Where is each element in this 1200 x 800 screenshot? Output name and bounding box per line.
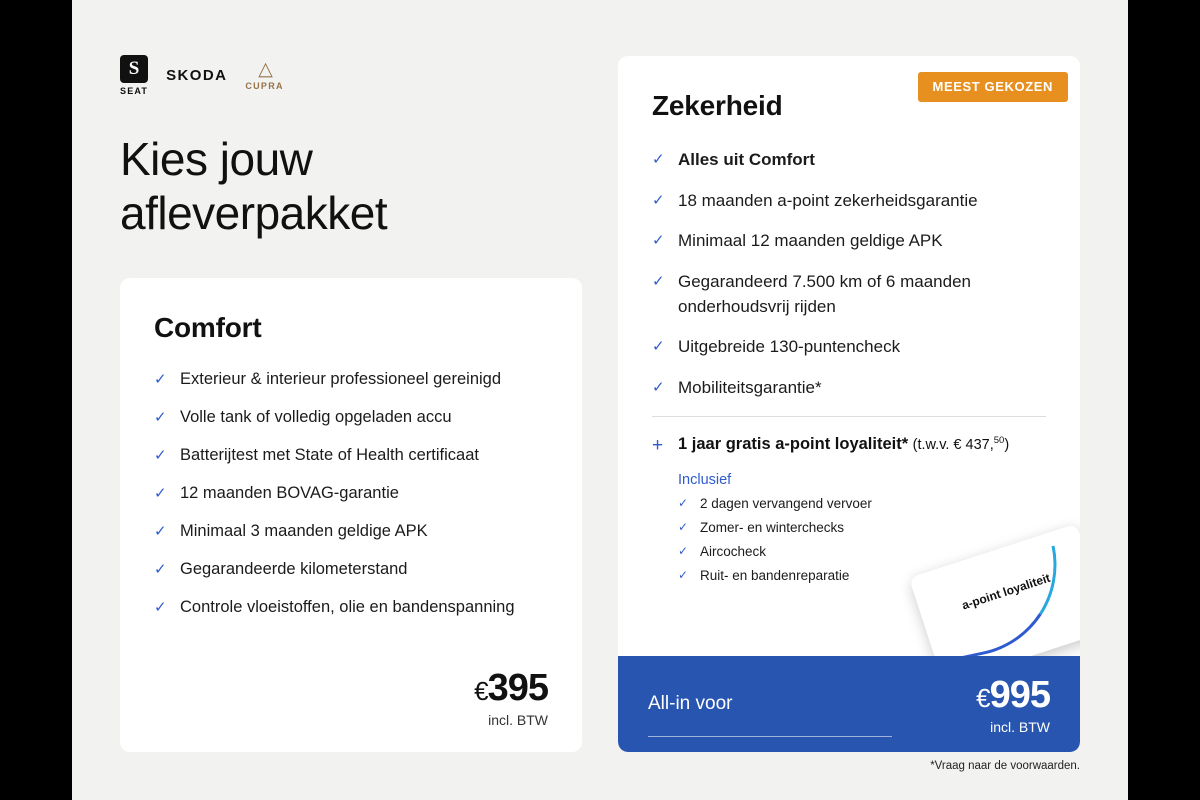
disclaimer-text: *Vraag naar de voorwaarden. — [930, 760, 1080, 772]
check-icon: ✓ — [652, 338, 665, 356]
currency-symbol: € — [976, 682, 990, 713]
check-icon: ✓ — [154, 371, 167, 388]
check-icon: ✓ — [652, 378, 665, 396]
comfort-price-note: incl. BTW — [488, 712, 548, 728]
check-icon: ✓ — [678, 520, 689, 535]
list-item — [652, 376, 1046, 401]
seat-mark-icon: S — [120, 55, 148, 83]
cupra-logo — [245, 60, 284, 91]
list-item — [154, 406, 548, 430]
loyalty-card-text: a-point loyaliteit — [960, 570, 1052, 613]
comfort-card-title: Comfort — [154, 312, 262, 343]
check-icon: ✓ — [154, 522, 167, 540]
comfort-price-block — [474, 667, 548, 728]
comfort-price-amount: 395 — [487, 667, 548, 709]
zekerheid-feature-list — [652, 148, 1046, 400]
feature-text: Batterijtest met State of Health certificaat — [180, 445, 479, 464]
zekerheid-price — [976, 674, 1050, 717]
feature-text: Controle vloeistoffen, olie en bandenspanning — [180, 597, 515, 616]
zekerheid-price-note: incl. BTW — [990, 718, 1050, 735]
comfort-price — [474, 667, 548, 710]
check-icon: ✓ — [154, 598, 167, 616]
list-item — [154, 482, 548, 506]
allin-label-wrap — [648, 693, 748, 715]
zekerheid-card-title: Zekerheid — [652, 90, 783, 121]
feature-text: Gegarandeerd 7.500 km of 6 maanden onderhoudsvrij rijden — [678, 271, 971, 316]
comfort-package-card — [120, 278, 582, 752]
footer-rule — [648, 736, 892, 737]
feature-text: Uitgebreide 130-puntencheck — [678, 337, 901, 357]
zekerheid-price-block — [976, 674, 1050, 735]
zekerheid-package-card — [618, 56, 1080, 752]
loyalty-value — [913, 437, 1010, 453]
list-item — [678, 496, 1046, 511]
list-item — [652, 148, 1046, 173]
check-icon: ✓ — [154, 408, 167, 426]
list-item — [154, 444, 548, 468]
list-item — [154, 596, 548, 620]
list-item — [154, 368, 548, 392]
page-title: Kies jouw afleverpakket — [120, 133, 388, 240]
check-icon: ✓ — [154, 484, 167, 502]
divider — [652, 416, 1046, 417]
check-icon: ✓ — [154, 560, 167, 578]
feature-text: Mobiliteitsgarantie* — [678, 377, 822, 397]
check-icon: ✓ — [678, 544, 689, 559]
cupra-mark-icon: △ — [258, 59, 271, 80]
loyalty-item-text: Ruit- en bandenreparatie — [700, 568, 850, 584]
list-item — [652, 270, 1046, 319]
allin-label: All-in voor — [648, 693, 733, 714]
check-icon: ✓ — [652, 151, 665, 168]
check-icon: ✓ — [652, 272, 665, 290]
feature-text: Gegarandeerde kilometerstand — [180, 559, 408, 578]
loyalty-item-text: Aircocheck — [700, 544, 767, 560]
feature-text: Alles uit Comfort — [678, 150, 815, 169]
list-item — [154, 520, 548, 544]
plus-icon: + — [652, 435, 664, 457]
loyalty-row — [652, 435, 1046, 458]
loyalty-item-text: Zomer- en winterchecks — [700, 520, 845, 536]
page-canvas — [72, 0, 1128, 800]
loyalty-value-suffix: ) — [1004, 437, 1010, 454]
zekerheid-price-footer — [618, 656, 1080, 752]
check-icon: ✓ — [678, 568, 689, 583]
list-item — [652, 189, 1046, 214]
check-icon: ✓ — [652, 232, 665, 250]
currency-symbol: € — [474, 676, 488, 706]
status-badge: MEEST GEKOZEN — [918, 72, 1068, 102]
feature-text: Volle tank of volledig opgeladen accu — [180, 407, 452, 426]
check-icon: ✓ — [652, 191, 665, 209]
list-item — [678, 520, 1046, 535]
seat-logo — [120, 55, 148, 96]
check-icon: ✓ — [154, 446, 167, 464]
list-item — [154, 558, 548, 582]
feature-text: 12 maanden BOVAG-garantie — [180, 483, 399, 502]
loyalty-title: 1 jaar gratis a-point loyaliteit* — [678, 435, 909, 454]
list-item — [652, 335, 1046, 360]
feature-text: Minimaal 3 maanden geldige APK — [180, 521, 428, 540]
loyalty-value-prefix: (t.w.v. € 437, — [912, 437, 994, 454]
brand-logos — [120, 55, 284, 96]
skoda-logo: SKODA — [166, 67, 228, 84]
seat-wordmark: SEAT — [120, 86, 149, 96]
loyalty-value-cents: 50 — [993, 435, 1005, 447]
feature-text: Exterieur & interieur professioneel gereinigd — [180, 370, 502, 388]
loyalty-item-text: 2 dagen vervangend vervoer — [700, 496, 872, 512]
check-icon: ✓ — [678, 496, 689, 511]
list-item — [652, 229, 1046, 254]
inclusief-label: Inclusief — [678, 472, 732, 489]
feature-text: Minimaal 12 maanden geldige APK — [678, 231, 943, 251]
comfort-feature-list — [154, 368, 548, 619]
feature-text: 18 maanden a-point zekerheidsgarantie — [678, 190, 978, 210]
cupra-wordmark: CUPRA — [245, 81, 284, 91]
zekerheid-price-amount: 995 — [989, 673, 1050, 716]
